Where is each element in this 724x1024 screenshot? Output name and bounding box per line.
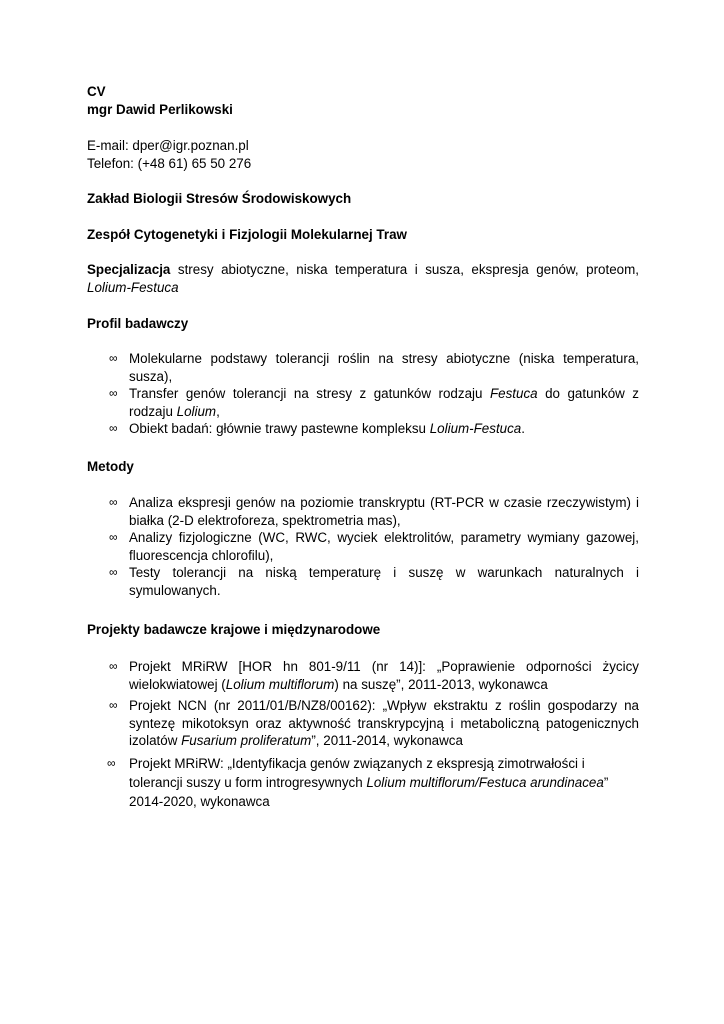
- infinity-bullet-icon: ∞: [109, 698, 118, 712]
- list-item: ∞ Analizy fizjologiczne (WC, RWC, wyciek elektrolitów, parametry wymiany gazowej, fluorescencja chlorofilu),: [109, 530, 639, 563]
- infinity-bullet-icon: ∞: [109, 351, 118, 365]
- infinity-bullet-icon: ∞: [109, 421, 118, 435]
- profile-list: [87, 350, 639, 438]
- list-item: ∞ Projekt MRiRW: „Identyfikacja genów związanych z ekspresją zimotrwałości i tolerancji suszy u form introgresywnych Lolium multiflorum/Festuca arundinacea” 2014-2020, wykonawca: [107, 755, 609, 809]
- list-item: ∞ Analiza ekspresji genów na poziomie transkryptu (RT-PCR w czasie rzeczywistym) i białka (2-D elektroforeza, spektrometria mas),: [109, 495, 639, 528]
- list-item: ∞ Projekt MRiRW [HOR hn 801-9/11 (nr 14)]: „Poprawienie odporności życicy wielokwiatowej (Lolium multiflorum) na suszę”, 2011-2013, wykonawca: [109, 659, 639, 692]
- team: Zespół Cytogenetyki i Fizjologii Molekularnej Traw: [87, 227, 407, 242]
- specialization-label: Specjalizacja: [87, 262, 171, 277]
- methods-list: [87, 494, 639, 599]
- phone-line: Telefon: (+48 61) 65 50 276: [87, 156, 252, 171]
- department: Zakład Biologii Stresów Środowiskowych: [87, 191, 352, 206]
- specialization: [87, 261, 639, 296]
- person-name: mgr Dawid Perlikowski: [87, 102, 233, 117]
- infinity-bullet-icon: ∞: [109, 495, 118, 509]
- list-item: ∞ Testy tolerancji na niską temperaturę i suszę w warunkach naturalnych i symulowanych.: [109, 565, 639, 598]
- projects-list: [87, 658, 639, 811]
- cv-title: CV: [87, 84, 106, 99]
- profile-heading: Profil badawczy: [87, 316, 189, 331]
- email-line: E-mail: dper@igr.poznan.pl: [87, 138, 249, 153]
- infinity-bullet-icon: ∞: [107, 755, 116, 770]
- infinity-bullet-icon: ∞: [109, 659, 118, 673]
- list-item: ∞ Obiekt badań: głównie trawy pastewne kompleksu Lolium-Festuca.: [109, 421, 525, 436]
- specialization-text: stresy abiotyczne, niska temperatura i susza, ekspresja genów, proteom,: [170, 262, 639, 277]
- projects-heading: Projekty badawcze krajowe i międzynarodowe: [87, 622, 381, 637]
- infinity-bullet-icon: ∞: [109, 565, 118, 579]
- list-item: ∞ Transfer genów tolerancji na stresy z gatunków rodzaju Festuca do gatunków z rodzaju Lolium,: [109, 386, 640, 419]
- list-item: ∞ Molekularne podstawy tolerancji roślin na stresy abiotyczne (niska temperatura, susza),: [109, 351, 639, 384]
- specialization-italic: Lolium-Festuca: [87, 279, 179, 295]
- methods-heading: Metody: [87, 459, 134, 474]
- infinity-bullet-icon: ∞: [109, 530, 118, 544]
- infinity-bullet-icon: ∞: [109, 386, 118, 400]
- list-item: ∞ Projekt NCN (nr 2011/01/B/NZ8/00162): „Wpływ ekstraktu z roślin gospodarzy na syntezę mikotoksyn oraz aktywność transkrypcyjną i metaboliczną patogenicznych izolatów Fusarium proliferatum”, 2011-2014, wykonawca: [109, 698, 639, 748]
